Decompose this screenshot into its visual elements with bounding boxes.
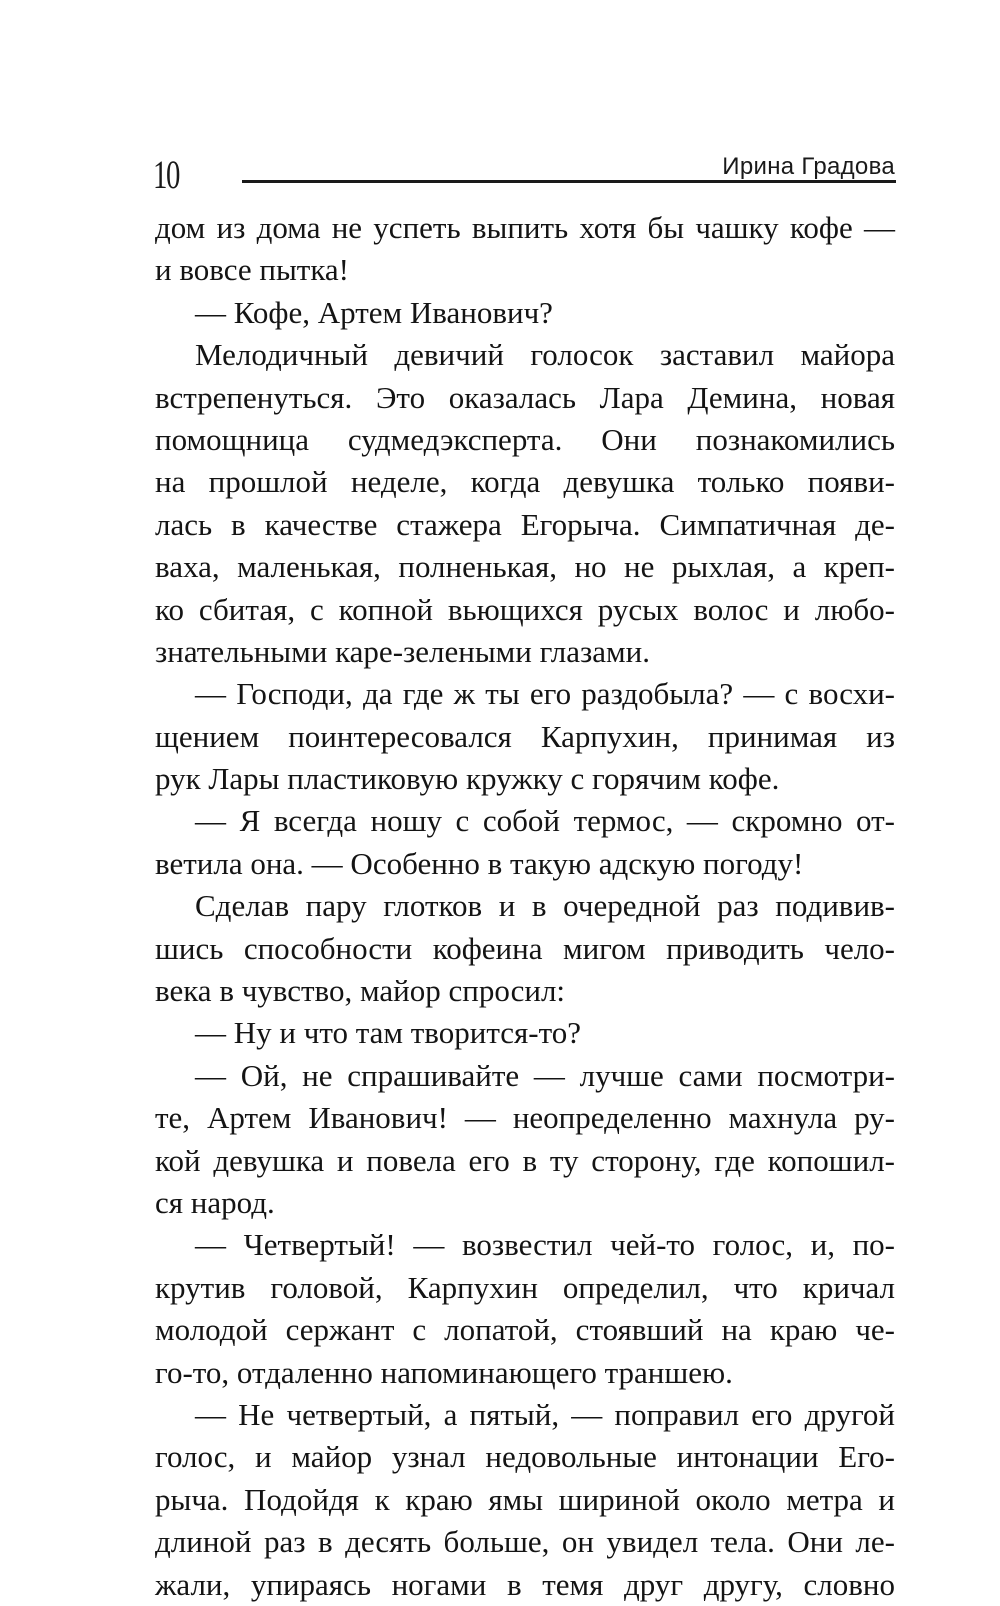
text-line: и вовсе пытка! (155, 252, 350, 288)
text-line: Сделав пару глотков и в очередной раз подивив- (195, 888, 895, 924)
text-line: го-то, отдаленно напоминающего траншею. (155, 1354, 733, 1390)
text-line: дом из дома не успеть выпить хотя бы чашку кофе — (155, 210, 895, 245)
text-line: — Ой, не спрашивайте — лучше сами посмотри- (195, 1057, 895, 1093)
text-line: рыча. Подойдя к краю ямы шириной около метра и (155, 1481, 895, 1517)
text-line: Мелодичный девичий голосок заставил майора (195, 337, 895, 373)
text-line: века в чувство, майор спросил: (155, 973, 566, 1009)
text-line: те, Артем Иванович! — неопределенно махнула ру- (155, 1100, 895, 1136)
text-line: ваха, маленькая, полненькая, но не рыхлая, а креп- (155, 549, 895, 585)
text-line: помощница судмедэксперта. Они познакомились (155, 421, 895, 457)
text-line: на прошлой неделе, когда девушка только появи- (155, 464, 895, 500)
text-line: крутив головой, Карпухин определил, что кричал (155, 1269, 895, 1305)
text-line: — Не четвертый, а пятый, — поправил его другой (195, 1396, 895, 1432)
text-line: — Господи, да где ж ты его раздобыла? — с восхи- (195, 676, 895, 712)
header-rule (242, 180, 896, 183)
text-line: знательными каре-зелеными глазами. (155, 633, 650, 669)
text-line: кой девушка и повела его в ту сторону, где копошил- (155, 1142, 895, 1178)
text-line: жали, упираясь ногами в темя друг другу, словно (155, 1566, 895, 1602)
running-head-author: Ирина Градова (722, 153, 895, 180)
text-line: рук Лары пластиковую кружку с горячим кофе. (155, 761, 780, 797)
text-line: лась в качестве стажера Егорыча. Симпатичная де- (155, 506, 895, 542)
body-text (155, 207, 895, 1606)
text-line: щением поинтересовался Карпухин, принимая из (155, 718, 895, 754)
text-line: шись способности кофеина мигом приводить чело- (155, 930, 895, 966)
text-line: — Ну и что там творится-то? (195, 1015, 581, 1051)
text-line: голос, и майор узнал недовольные интонации Его- (155, 1439, 895, 1475)
text-line: молодой сержант с лопатой, стоявший на краю че- (155, 1312, 895, 1348)
text-line: ся народ. (155, 1184, 275, 1220)
text-line: ко сбитая, с копной вьющихся русых волос и любо- (155, 591, 895, 627)
text-line: длиной раз в десять больше, он увидел тела. Они ле- (155, 1524, 895, 1560)
text-line: — Я всегда ношу с собой термос, — скромно от- (195, 803, 895, 839)
text-line: — Четвертый! — возвестил чей-то голос, и, по- (195, 1227, 895, 1263)
text-line: — Кофе, Артем Иванович? (195, 294, 553, 330)
text-line: ветила она. — Особенно в такую адскую погоду! (155, 845, 804, 881)
text-line: встрепенуться. Это оказалась Лара Демина, новая (155, 379, 895, 415)
page-number: 10 (153, 152, 179, 197)
